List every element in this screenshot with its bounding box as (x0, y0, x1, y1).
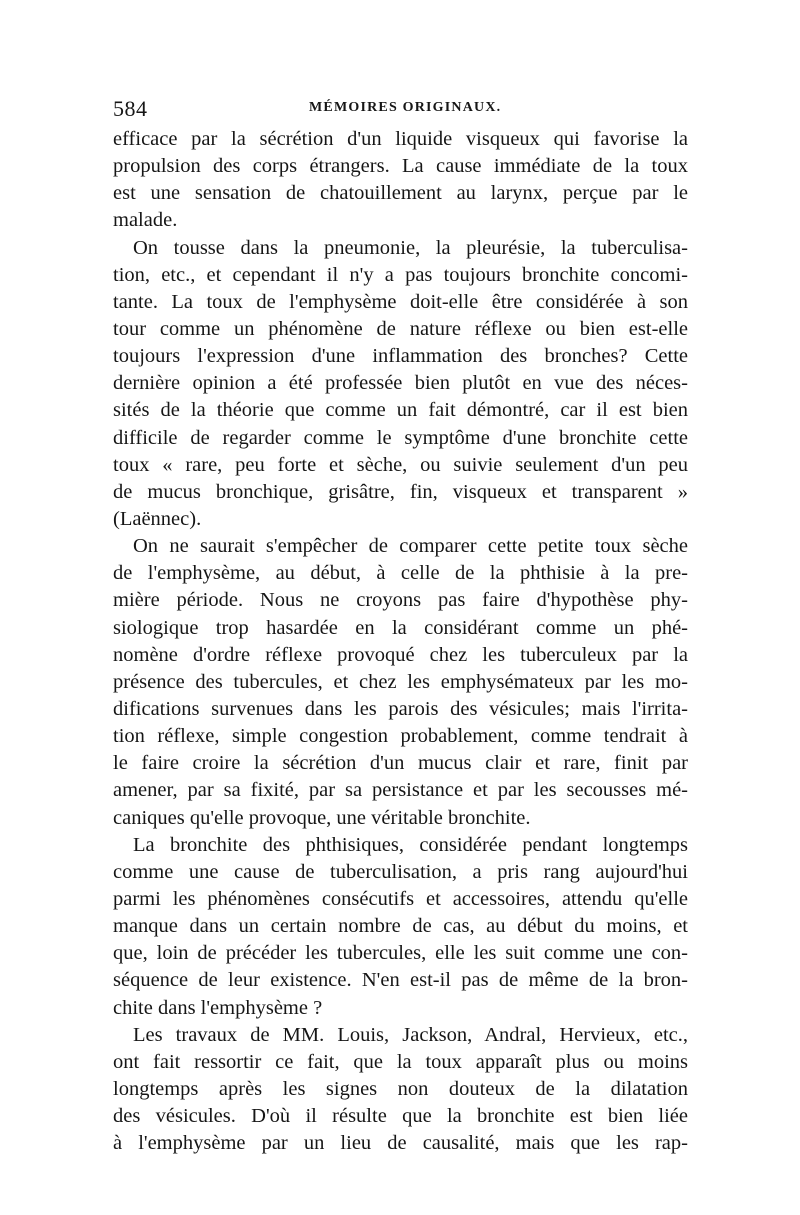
text-line: siologique trop hasardée en la considérant comme un phé- (113, 616, 688, 639)
text-line: de mucus bronchique, grisâtre, fin, visqueux et transparent » (113, 480, 688, 503)
page-number: 584 (113, 96, 148, 121)
text-line: sités de la théorie que comme un fait démontré, car il est bien (113, 399, 688, 422)
text-line: tour comme un phénomène de nature réflexe ou bien est-elle (113, 317, 688, 340)
text-line: nomène d'ordre réflexe provoqué chez les tuberculeux par la (113, 643, 688, 666)
text-line: le faire croire la sécrétion d'un mucus clair et rare, finit par (113, 752, 688, 775)
text-line: à l'emphysème par un lieu de causalité, mais que les rap- (113, 1132, 688, 1155)
text-line: efficace par la sécrétion d'un liquide visqueux qui favorise la (113, 128, 688, 150)
text-line: tion, etc., et cependant il n'y a pas toujours bronchite concomi- (113, 263, 688, 286)
text-line: présence des tubercules, et chez les emphysémateux par les mo- (113, 670, 688, 693)
text-line: chite dans l'emphysème ? (113, 996, 323, 1019)
text-line: On tousse dans la pneumonie, la pleurésie, la tuberculisa- (133, 236, 688, 259)
text-line: comme une cause de tuberculisation, a pris rang aujourd'hui (113, 860, 688, 883)
text-line: tante. La toux de l'emphysème doit-elle être considérée à son (113, 290, 688, 313)
running-title: MÉMOIRES ORIGINAUX. (309, 100, 502, 115)
text-line: malade. (113, 209, 178, 232)
text-line: difications survenues dans les parois des vésicules; mais l'irrita- (113, 697, 688, 720)
text-line: La bronchite des phthisiques, considérée pendant longtemps (133, 833, 688, 856)
text-line: On ne saurait s'empêcher de comparer cette petite toux sèche (133, 535, 688, 558)
text-line: manque dans un certain nombre de cas, au début du moins, et (113, 915, 688, 938)
text-line: toujours l'expression d'une inflammation des bronches? Cette (113, 345, 688, 368)
text-line: de l'emphysème, au début, à celle de la phthisie à la pre- (113, 562, 688, 585)
body-text (113, 126, 688, 1157)
text-line: difficile de regarder comme le symptôme d'une bronchite cette (113, 426, 688, 449)
page-header (113, 96, 683, 120)
text-line: amener, par sa fixité, par sa persistance et par les secousses mé- (113, 779, 688, 802)
text-line: toux « rare, peu forte et sèche, ou suivie seulement d'un peu (113, 453, 688, 476)
text-line: que, loin de précéder les tubercules, elle les suit comme une con- (113, 942, 688, 965)
text-line: ont fait ressortir ce fait, que la toux apparaît plus ou moins (113, 1050, 688, 1073)
text-line: mière période. Nous ne croyons pas faire d'hypothèse phy- (113, 589, 688, 612)
text-line: tion réflexe, simple congestion probablement, comme tendrait à (113, 725, 688, 748)
text-line: séquence de leur existence. N'en est-il pas de même de la bron- (113, 969, 688, 992)
text-line: est une sensation de chatouillement au larynx, perçue par le (113, 182, 688, 205)
text-line: longtemps après les signes non douteux de la dilatation (113, 1077, 688, 1100)
text-line: dernière opinion a été professée bien plutôt en vue des néces- (113, 372, 688, 395)
text-line: (Laënnec). (113, 507, 202, 530)
text-line: propulsion des corps étrangers. La cause immédiate de la toux (113, 155, 688, 178)
text-line: caniques qu'elle provoque, une véritable bronchite. (113, 806, 531, 829)
text-line: des vésicules. D'où il résulte que la bronchite est bien liée (113, 1105, 688, 1128)
text-line: Les travaux de MM. Louis, Jackson, Andral, Hervieux, etc., (133, 1023, 688, 1046)
text-line: parmi les phénomènes consécutifs et accessoires, attendu qu'elle (113, 887, 688, 910)
